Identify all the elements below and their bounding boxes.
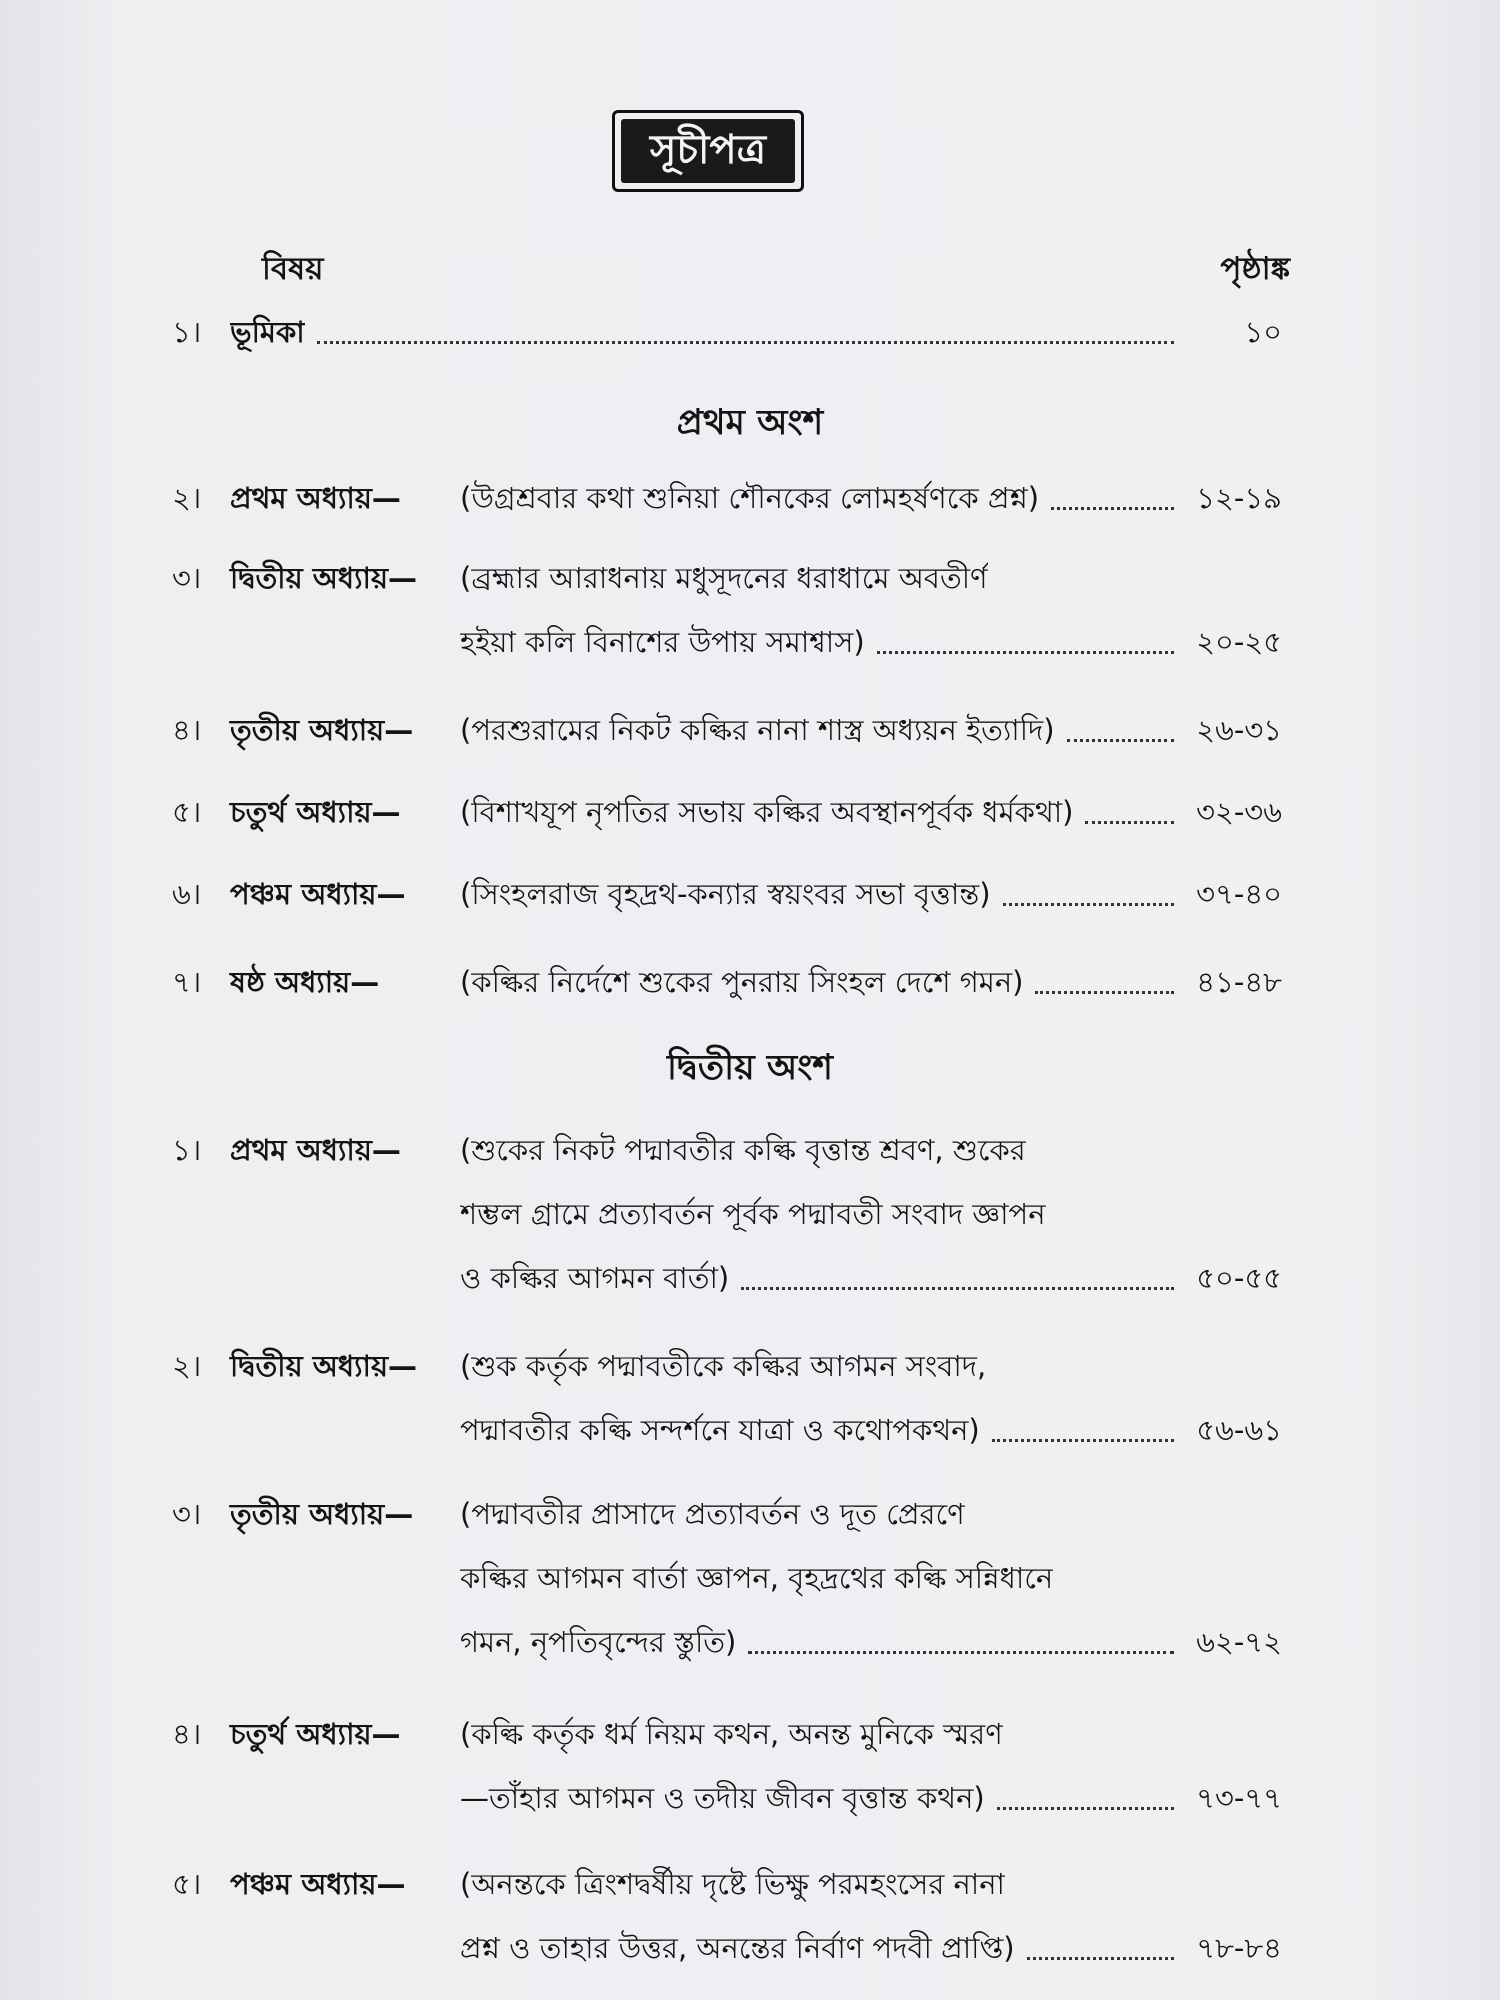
entry-description: (কল্কি কর্তৃক ধর্ম নিয়ম কথন, অনন্ত মুনিকে স্মরণ: [460, 1717, 1003, 1751]
toc-entry: [172, 1702, 1282, 1830]
entry-number: ৬।: [172, 877, 202, 911]
dot-leader: [748, 1651, 1174, 1654]
entry-number: ২।: [172, 481, 202, 515]
entry-description: প্রশ্ন ও তাহার উত্তর, অনন্তের নির্বাণ পদবী প্রাপ্তি): [460, 1931, 1015, 1965]
entry-pages: ৩৭-৪০: [1196, 877, 1282, 911]
entry-number: ৫।: [172, 795, 202, 829]
title-frame: [612, 110, 804, 192]
dot-leader: [997, 1807, 1174, 1810]
dot-leader: [741, 1287, 1174, 1290]
entry-description: শম্ভল গ্রামে প্রত্যাবর্তন পূর্বক পদ্মাবতী সংবাদ জ্ঞাপন: [460, 1197, 1046, 1231]
chapter-label: পঞ্চম অধ্যায়—: [230, 1867, 406, 1901]
chapter-label: তৃতীয় অধ্যায়—: [230, 1497, 414, 1531]
toc-entry: [172, 950, 1282, 1014]
entry-description: (পরশুরামের নিকট কল্কির নানা শাস্ত্র অধ্যয়ন ইত্যাদি): [460, 713, 1055, 747]
entry-description: কল্কির আগমন বার্তা জ্ঞাপন, বৃহদ্রথের কল্কি সন্নিধানে: [460, 1561, 1054, 1595]
entry-description: হইয়া কলি বিনাশের উপায় সমাশ্বাস): [460, 625, 865, 659]
entry-pages: ৩২-৩৬: [1196, 795, 1282, 829]
chapter-label: পঞ্চম অধ্যায়—: [230, 877, 406, 911]
entry-description: ও কল্কির আগমন বার্তা): [460, 1261, 730, 1295]
page-title: সূচীপত্র: [621, 119, 795, 183]
entry-number: ৪।: [172, 713, 202, 747]
entry-description: গমন, নৃপতিবৃন্দের স্তুতি): [460, 1625, 737, 1659]
dot-leader: [1003, 903, 1174, 906]
entry-pages: ৭৮-৮৪: [1196, 1931, 1282, 1965]
dot-leader: [877, 651, 1174, 654]
toc-entry: [172, 1482, 1282, 1674]
chapter-label: চতুর্থ অধ্যায়—: [230, 795, 401, 829]
entry-pages: ৫০-৫৫: [1196, 1261, 1282, 1295]
entry-description: (বিশাখযূপ নৃপতির সভায় কল্কির অবস্থানপূর্বক ধর্মকথা): [460, 795, 1074, 829]
entry-pages: ২৬-৩১: [1196, 713, 1282, 747]
entry-pages: ৭৩-৭৭: [1196, 1781, 1282, 1815]
entry-description: (ব্রহ্মার আরাধনায় মধুসূদনের ধরাধামে অবতীর্ণ: [460, 561, 988, 595]
entry-description: (শুক কর্তৃক পদ্মাবতীকে কল্কির আগমন সংবাদ,: [460, 1349, 987, 1383]
dot-leader: [1085, 821, 1174, 824]
entry-number: ৩।: [172, 561, 202, 595]
toc-entry: [172, 698, 1282, 762]
part-heading-1: প্রথম অংশ: [676, 403, 824, 443]
entry-description: (পদ্মাবতীর প্রাসাদে প্রত্যাবর্তন ও দূত প্রেরণে: [460, 1497, 965, 1531]
entry-pages: ১০: [1244, 315, 1282, 349]
toc-entry-intro: [172, 300, 1282, 364]
dot-leader: [317, 341, 1174, 344]
page-column-header: পৃষ্ঠাঙ্ক: [1220, 251, 1290, 287]
entry-description: (উগ্রশ্রবার কথা শুনিয়া শৌনকের লোমহর্ষণকে প্রশ্ন): [460, 481, 1040, 515]
entry-number: ৩।: [172, 1497, 202, 1531]
entry-title: ভূমিকা: [230, 315, 305, 349]
entry-description: (অনন্তকে ত্রিংশদ্বর্ষীয় দৃষ্টে ভিক্ষু পরমহংসের নানা: [460, 1867, 1005, 1901]
entry-description: (কল্কির নির্দেশে শুকের পুনরায় সিংহল দেশে গমন): [460, 965, 1024, 999]
entry-number: ১।: [172, 315, 202, 349]
entry-number: ৭।: [172, 965, 202, 999]
subject-column-header: বিষয়: [262, 251, 324, 287]
chapter-label: তৃতীয় অধ্যায়—: [230, 713, 414, 747]
toc-entry: [172, 1852, 1282, 1980]
entry-pages: ৫৬-৬১: [1196, 1413, 1282, 1447]
toc-entry: [172, 780, 1282, 844]
entry-number: ৪।: [172, 1717, 202, 1751]
entry-description: পদ্মাবতীর কল্কি সন্দর্শনে যাত্রা ও কথোপকথন): [460, 1413, 980, 1447]
entry-number: ৫।: [172, 1867, 202, 1901]
entry-description: (শুকের নিকট পদ্মাবতীর কল্কি বৃত্তান্ত শ্রবণ, শুকের: [460, 1133, 1026, 1167]
dot-leader: [1027, 1957, 1174, 1960]
entry-number: ২।: [172, 1349, 202, 1383]
dot-leader: [992, 1439, 1174, 1442]
part-heading-2: দ্বিতীয় অংশ: [667, 1048, 833, 1088]
dot-leader: [1051, 507, 1174, 510]
toc-entry: [172, 466, 1282, 530]
toc-entry: [172, 1118, 1282, 1310]
entry-pages: ২০-২৫: [1196, 625, 1282, 659]
chapter-label: চতুর্থ অধ্যায়—: [230, 1717, 401, 1751]
toc-entry: [172, 1334, 1282, 1462]
chapter-label: প্রথম অধ্যায়—: [230, 481, 401, 515]
entry-pages: ৬২-৭২: [1196, 1625, 1282, 1659]
chapter-label: দ্বিতীয় অধ্যায়—: [230, 561, 418, 595]
dot-leader: [1035, 991, 1174, 994]
chapter-label: দ্বিতীয় অধ্যায়—: [230, 1349, 418, 1383]
toc-entry: [172, 546, 1282, 674]
toc-entry: [172, 862, 1282, 926]
entry-number: ১।: [172, 1133, 202, 1167]
dot-leader: [1067, 739, 1174, 742]
chapter-label: ষষ্ঠ অধ্যায়—: [230, 965, 380, 999]
entry-pages: ১২-১৯: [1196, 481, 1282, 515]
entry-description: —তাঁহার আগমন ও তদীয় জীবন বৃত্তান্ত কথন): [460, 1781, 985, 1815]
entry-description: (সিংহলরাজ বৃহদ্রথ-কন্যার স্বয়ংবর সভা বৃত্তান্ত): [460, 877, 991, 911]
chapter-label: প্রথম অধ্যায়—: [230, 1133, 401, 1167]
entry-pages: ৪১-৪৮: [1196, 965, 1282, 999]
